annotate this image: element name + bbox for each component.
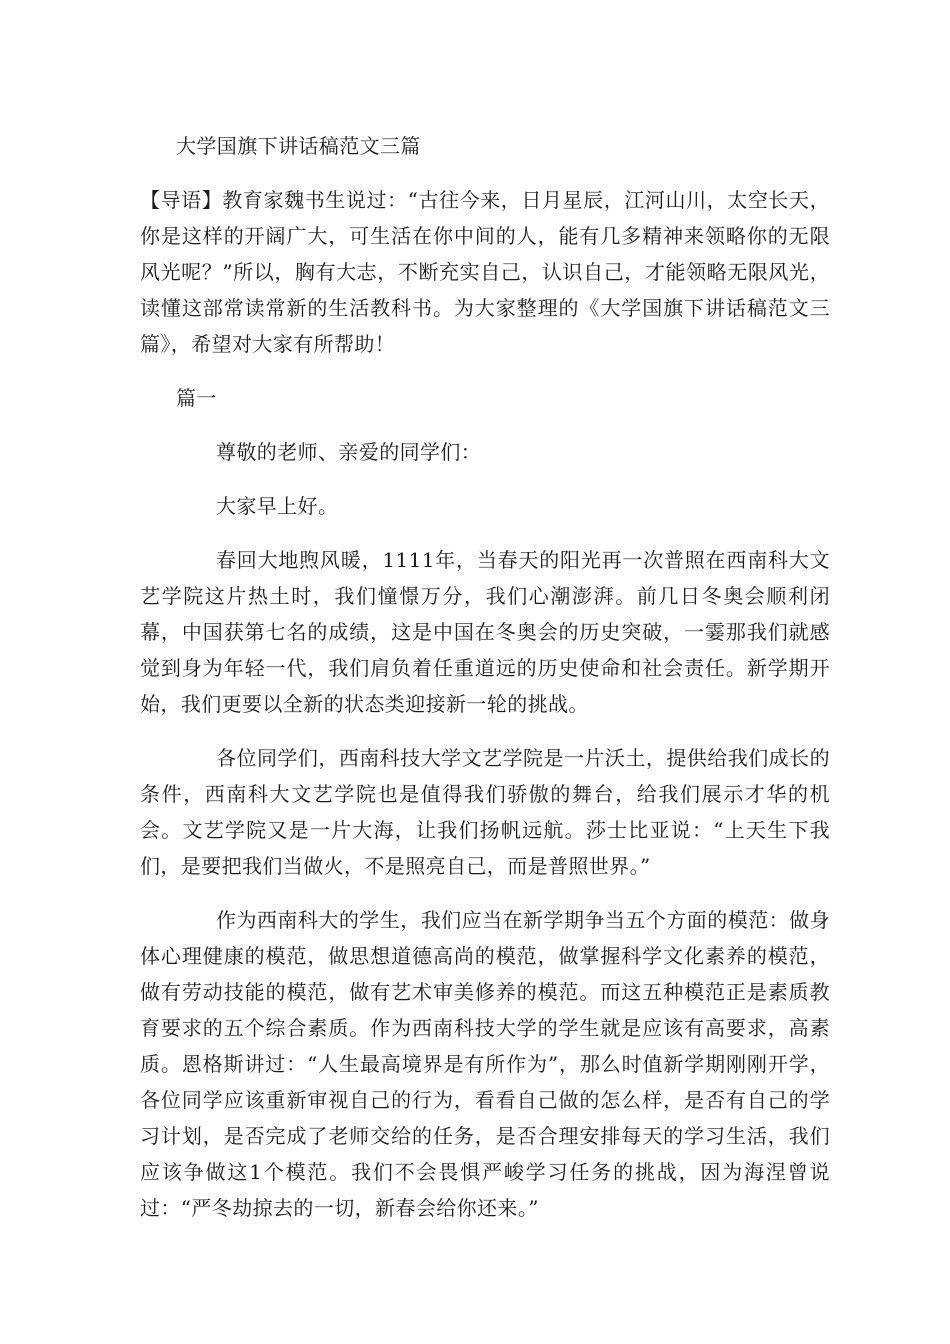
- document-title: 大学国旗下讲话稿范文三篇: [176, 134, 421, 158]
- greeting: 大家早上好。: [216, 494, 339, 518]
- section-heading: 篇一: [176, 386, 217, 410]
- salutation: 尊敬的老师、亲爱的同学们：: [216, 440, 482, 464]
- body-paragraph: 作为西南科大的学生，我们应当在新学期争当五个方面的模范：做身体心理健康的模范，做思想道德高尚的模范，做掌握科学文化素养的模范，做有劳动技能的模范，做有艺术审美修养的模范。而这五种模范正是素质教育要求的五个综合素质。作为西南科技大学的学生就是应该有高要求，高素质。恩格斯讲过：“人生最高境界是有所作为”，那么时值新学期刚刚开学，各位同学应该重新审视自己的行为，看看自己做的怎么样，是否有自己的学习计划，是否完成了老师交给的任务，是否合理安排每天的学习生活，我们应该争做这1个模范。我们不会畏惧严峻学习任务的挑战，因为海涅曾说过：“严冬劫掠去的一切，新春会给你还来。”: [140, 908, 830, 1220]
- body-paragraph: 各位同学们，西南科技大学文艺学院是一片沃土，提供给我们成长的条件，西南科大文艺学院也是值得我们骄傲的舞台，给我们展示才华的机会。文艺学院又是一片大海，让我们扬帆远航。莎士比亚说：“上天生下我们，是要把我们当做火，不是照亮自己，而是普照世界。”: [140, 746, 830, 878]
- intro-paragraph: 【导语】教育家魏书生说过：“古往今来，日月星辰，江河山川，太空长天，你是这样的开阔广大，可生活在你中间的人，能有几多精神来领略你的无限风光呢？”所以，胸有大志，不断充实自己，认识自己，才能领略无限风光，读懂这部常读常新的生活教科书。为大家整理的《大学国旗下讲话稿范文三篇》，希望对大家有所帮助！: [140, 188, 830, 356]
- body-paragraph: 春回大地煦风暖，1111年，当春天的阳光再一次普照在西南科大文艺学院这片热土时，我们憧憬万分，我们心潮澎湃。前几日冬奥会顺利闭幕，中国获第七名的成绩，这是中国在冬奥会的历史突破，一霎那我们就感觉到身为年轻一代，我们肩负着任重道远的历史使命和社会责任。新学期开始，我们更要以全新的状态类迎接新一轮的挑战。: [140, 548, 830, 716]
- document-body: [140, 128, 830, 1244]
